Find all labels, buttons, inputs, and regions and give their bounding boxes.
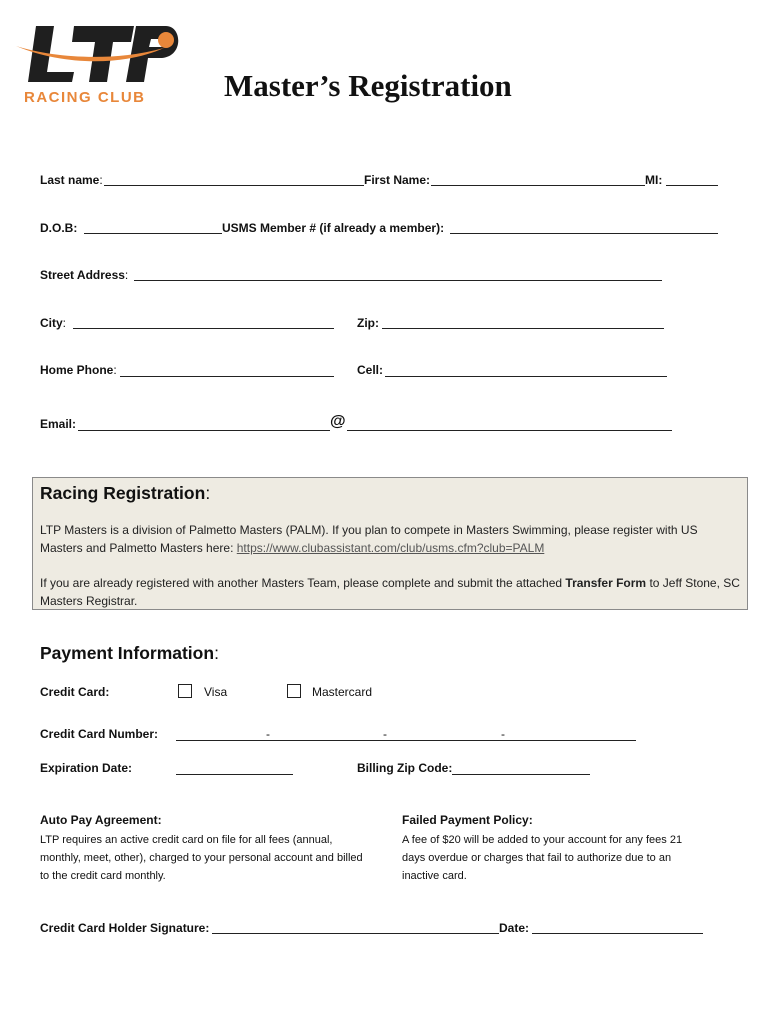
expiration-label: Expiration Date: [40, 761, 133, 775]
last-name-field[interactable] [104, 185, 364, 186]
dob-field[interactable] [84, 233, 222, 234]
street-field[interactable] [134, 280, 662, 281]
home-phone-label: Home Phone: [40, 363, 117, 377]
cc-number-label: Credit Card Number: [40, 727, 159, 741]
billing-zip-label: Billing Zip Code: [357, 761, 453, 775]
ltp-racing-club-logo [14, 22, 189, 108]
usms-field[interactable] [450, 233, 718, 234]
usms-label: USMS Member # (if already a member): [222, 221, 445, 235]
payment-information-title: Payment Information: [40, 643, 219, 663]
signature-field[interactable] [212, 933, 499, 934]
cc-number-dash-1: - [266, 727, 270, 741]
autopay-title: Auto Pay Agreement: [40, 813, 162, 827]
mastercard-label: Mastercard [312, 685, 373, 699]
racing-paragraph-2: If you are already registered with another Masters Team, please complete and submit the attached Transfer Form to Jeff Stone, SC Masters Registrar. [40, 576, 740, 608]
credit-card-label: Credit Card: [40, 685, 110, 699]
email-label: Email: [40, 417, 77, 431]
date-label: Date: [499, 921, 530, 935]
cell-field[interactable] [385, 376, 667, 377]
signature-label: Credit Card Holder Signature: [40, 921, 210, 935]
visa-label: Visa [204, 685, 228, 699]
racing-registration-box [32, 477, 748, 610]
page-title: Master’s Registration [224, 68, 512, 103]
logo-subtitle: RACING CLUB [24, 89, 146, 106]
expiration-field[interactable] [176, 774, 293, 775]
city-field[interactable] [73, 328, 334, 329]
first-name-label: First Name: [364, 173, 431, 187]
cc-number-dash-3: - [501, 727, 505, 741]
home-phone-field[interactable] [120, 376, 334, 377]
city-label: City: [40, 316, 67, 330]
autopay-text: LTP requires an active credit card on file for all fees (annual, monthly, meet, other), charged to your personal account and billed to the credit card monthly. [40, 834, 363, 882]
failed-payment-text: A fee of $20 will be added to your account for any fees 21 days overdue or charges that fail to authorize due to an inactive card. [402, 834, 683, 882]
cc-number-field[interactable] [176, 740, 636, 741]
usms-registration-link[interactable]: https://www.clubassistant.com/club/usms.cfm?club=PALM [236, 541, 545, 555]
street-label: Street Address: [40, 268, 129, 282]
racing-paragraph-1: LTP Masters is a division of Palmetto Masters (PALM). If you plan to compete in Masters Swimming, please register with US Masters and Palmetto Masters here: https://www.clubassistant.com/club/usms.cfm?club=PALM [40, 523, 698, 555]
mi-field[interactable] [666, 185, 718, 186]
mi-label: MI: [645, 173, 663, 187]
billing-zip-field[interactable] [452, 774, 590, 775]
cell-label: Cell: [357, 363, 384, 377]
logo-letters [16, 26, 178, 82]
date-field[interactable] [532, 933, 703, 934]
dob-label: D.O.B: [40, 221, 78, 235]
mastercard-checkbox[interactable] [287, 684, 301, 698]
visa-checkbox[interactable] [178, 684, 192, 698]
failed-payment-title: Failed Payment Policy: [402, 813, 533, 827]
last-name-label: Last name: [40, 173, 103, 187]
first-name-field[interactable] [431, 185, 645, 186]
racing-registration-title: Racing Registration: [40, 483, 211, 503]
at-sign: @ [330, 413, 346, 430]
zip-field[interactable] [382, 328, 664, 329]
zip-label: Zip: [357, 316, 379, 330]
email-user-field[interactable] [78, 430, 330, 431]
email-domain-field[interactable] [347, 430, 672, 431]
cc-number-dash-2: - [383, 727, 387, 741]
